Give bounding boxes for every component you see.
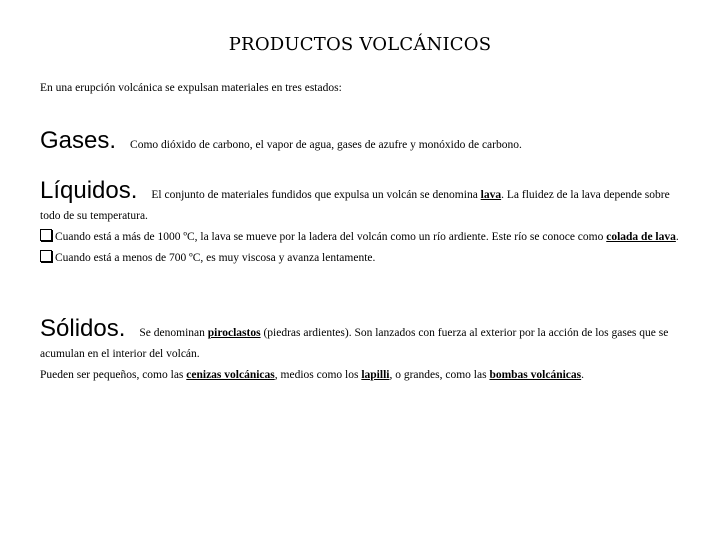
solidos-line-2 — [40, 365, 680, 386]
liquidos-paragraph — [40, 177, 680, 227]
page-title: PRODUCTOS VOLCÁNICOS — [228, 34, 492, 55]
term-piroclastos: piroclastos — [207, 327, 261, 339]
solidos-heading: Sólidos. — [40, 315, 126, 342]
bullet1-text-after: . — [675, 231, 679, 243]
gases-section — [40, 126, 680, 160]
checkbox-bullet-icon — [40, 250, 52, 262]
intro-paragraph: En una erupción volcánica se expulsan materiales en tres estados: — [40, 82, 342, 94]
gases-heading: Gases. — [40, 127, 117, 154]
line2-after: . — [581, 369, 585, 381]
solidos-text-after: (piedras ardientes). Son lanzados con fuerza al exterior por la acción de los gases que se acumulan en el interior del volcán. — [40, 327, 669, 360]
solidos-section — [40, 315, 680, 386]
term-bombas-volcanicas: bombas volcánicas — [489, 369, 582, 381]
liquidos-heading: Líquidos. — [40, 177, 138, 204]
gases-text: Como dióxido de carbono, el vapor de agua, gases de azufre y monóxido de carbono. — [130, 139, 522, 151]
checkbox-bullet-icon — [40, 229, 52, 241]
line2-mid2: , o grandes, como las — [389, 369, 490, 381]
bullet1-text-before: Cuando está a más de 1000 ºC, la lava se mueve por la ladera del volcán como un río ardiente. Este río se conoce como — [55, 231, 607, 243]
line2-mid1: , medios como los — [274, 369, 362, 381]
solidos-paragraph — [40, 315, 680, 365]
liquidos-section — [40, 177, 680, 269]
solidos-text-before: Se denominan — [139, 327, 208, 339]
term-cenizas-volcanicas: cenizas volcánicas — [186, 369, 275, 381]
liquidos-text-before: El conjunto de materiales fundidos que expulsa un volcán se denomina — [151, 189, 481, 201]
term-lapilli: lapilli — [361, 369, 390, 381]
term-lava: lava — [480, 189, 502, 201]
liquidos-bullet-2 — [40, 248, 680, 269]
bullet2-text: Cuando está a menos de 700 ºC, es muy viscosa y avanza lentamente. — [55, 252, 376, 264]
term-colada-de-lava: colada de lava — [606, 231, 676, 243]
liquidos-text-after: . La fluidez de la lava depende sobre todo de su temperatura. — [40, 189, 670, 222]
line2-before: Pueden ser pequeños, como las — [40, 369, 187, 381]
liquidos-bullet-1 — [40, 227, 680, 248]
